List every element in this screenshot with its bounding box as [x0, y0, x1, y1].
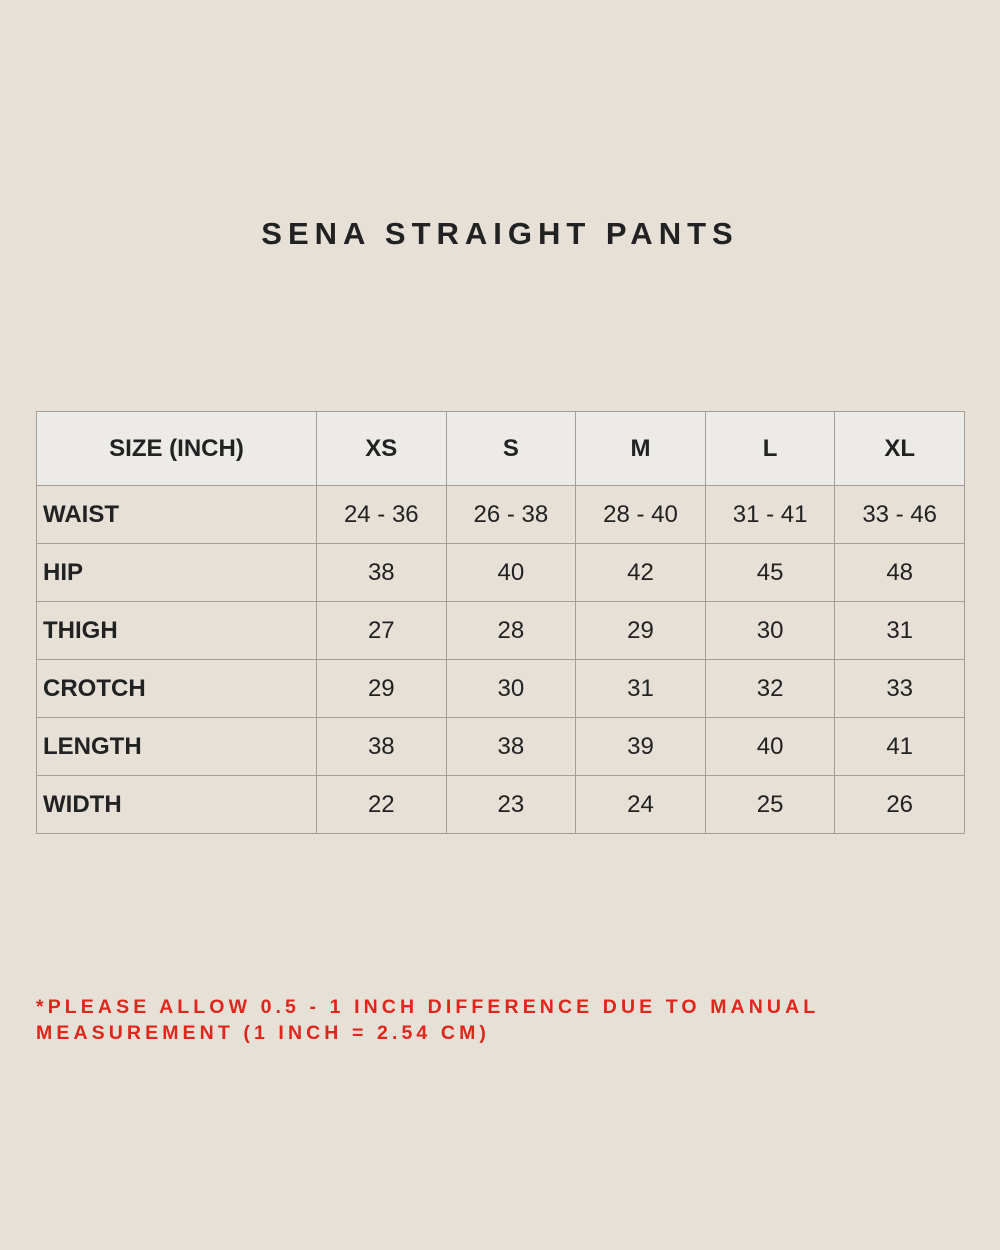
table-cell: 38 [446, 718, 576, 776]
table-row-thigh [37, 602, 965, 660]
table-row-hip [37, 544, 965, 602]
table-cell: 22 [317, 776, 447, 834]
row-label-width: WIDTH [37, 776, 317, 834]
table-cell: 40 [446, 544, 576, 602]
table-cell: 33 - 46 [835, 486, 965, 544]
table-row-width [37, 776, 965, 834]
table-cell: 31 [835, 602, 965, 660]
table-cell: 38 [317, 718, 447, 776]
table-header-row [37, 412, 965, 486]
header-s: S [446, 412, 576, 486]
table-cell: 26 - 38 [446, 486, 576, 544]
table-cell: 39 [576, 718, 706, 776]
table-row-waist [37, 486, 965, 544]
table-cell: 23 [446, 776, 576, 834]
table-cell: 30 [705, 602, 835, 660]
table-row-length [37, 718, 965, 776]
table-cell: 30 [446, 660, 576, 718]
table-cell: 32 [705, 660, 835, 718]
table-cell: 26 [835, 776, 965, 834]
table-cell: 41 [835, 718, 965, 776]
table-cell: 42 [576, 544, 706, 602]
table-cell: 25 [705, 776, 835, 834]
table-cell: 29 [576, 602, 706, 660]
measurement-note-line-1: *PLEASE ALLOW 0.5 - 1 INCH DIFFERENCE DUE TO MANUAL [36, 996, 820, 1018]
table-cell: 38 [317, 544, 447, 602]
table-cell: 33 [835, 660, 965, 718]
header-l: L [705, 412, 835, 486]
header-size-inch: SIZE (INCH) [37, 412, 317, 486]
row-label-thigh: THIGH [37, 602, 317, 660]
table-cell: 45 [705, 544, 835, 602]
header-m: M [576, 412, 706, 486]
row-label-crotch: CROTCH [37, 660, 317, 718]
page-title: SENA STRAIGHT PANTS [261, 216, 739, 251]
row-label-waist: WAIST [37, 486, 317, 544]
size-chart-table [36, 411, 965, 834]
table-row-crotch [37, 660, 965, 718]
table-cell: 28 [446, 602, 576, 660]
header-xl: XL [835, 412, 965, 486]
measurement-note-line-2: MEASUREMENT (1 INCH = 2.54 CM) [36, 1022, 491, 1044]
table-cell: 28 - 40 [576, 486, 706, 544]
table-cell: 24 - 36 [317, 486, 447, 544]
measurement-note [36, 994, 966, 1046]
table-cell: 31 [576, 660, 706, 718]
table-cell: 48 [835, 544, 965, 602]
row-label-hip: HIP [37, 544, 317, 602]
table-cell: 31 - 41 [705, 486, 835, 544]
row-label-length: LENGTH [37, 718, 317, 776]
table-cell: 24 [576, 776, 706, 834]
header-xs: XS [317, 412, 447, 486]
table-cell: 29 [317, 660, 447, 718]
table-cell: 27 [317, 602, 447, 660]
table-cell: 40 [705, 718, 835, 776]
